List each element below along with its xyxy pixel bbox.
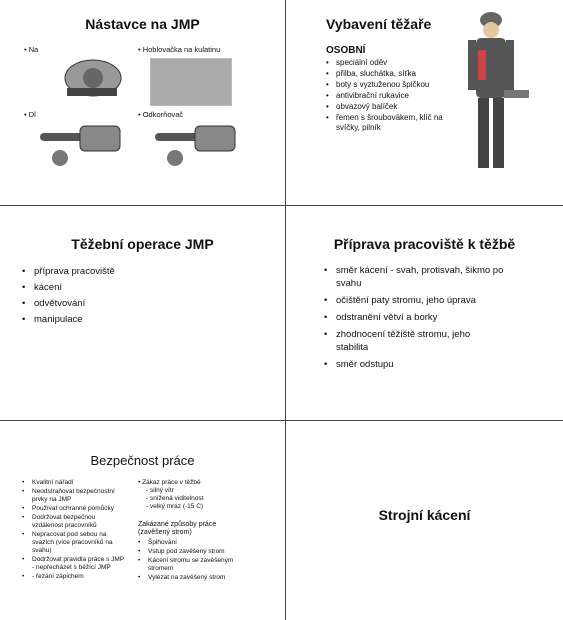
list-item: • manipulace: [22, 312, 115, 328]
item-2: • Hoblovačka na kulatinu: [138, 45, 221, 54]
item-4: • Odkorňovač: [138, 110, 184, 119]
list-item: • Kácení stromu se zavěšeným stromem: [138, 557, 248, 573]
list-item: - silný vítr: [146, 487, 174, 494]
equipment-list: [326, 58, 446, 134]
list-item: • antivibrační rukavice: [326, 91, 446, 101]
slide-attachments: [0, 0, 285, 205]
list-item: • Nepracovat pod sebou na svazích (více pracovníků na svahu): [22, 531, 127, 555]
slide-title: Těžební operace JMP: [71, 236, 214, 252]
slide-machine-felling: [286, 421, 563, 620]
list-item: • přilba, sluchátka, síťka: [326, 69, 446, 79]
item-3: • Dl: [24, 110, 36, 119]
chainsaw-image-2: [155, 118, 240, 173]
slide-title: Bezpečnost práce: [90, 453, 195, 468]
list-item: • zhodnocení těžiště stromu, jeho stabilita: [324, 328, 504, 354]
list-item: • směr odstupu: [324, 358, 504, 371]
list-item: • kácení: [22, 280, 115, 296]
slide-equipment: [286, 0, 563, 205]
slide-title: Strojní kácení: [378, 507, 471, 523]
slide-operations: [0, 206, 285, 420]
list-item: • boty s vyztuženou špičkou: [326, 80, 446, 90]
safety-left-list: [22, 479, 127, 582]
slide-subtitle: OSOBNÍ: [326, 45, 366, 56]
list-item: • Vstup pod zavěšený strom: [138, 548, 248, 556]
prohibited-heading: • Zákaz práce v těžbě: [138, 479, 201, 486]
slide-title: Nástavce na JMP: [85, 16, 200, 32]
list-item: • odstranění větví a borky: [324, 311, 504, 324]
winch-image: [55, 48, 130, 103]
list-item: • obvazový balíček: [326, 102, 446, 112]
list-item: - snížená viditelnost: [146, 495, 204, 502]
item-1: • Na: [24, 45, 39, 54]
operations-list: [22, 264, 115, 328]
forbidden-methods-list: [138, 539, 248, 582]
worker-figure: [456, 10, 536, 180]
list-item: • řemen s šroubovákem, klíč na svíčky, pilník: [326, 113, 446, 133]
list-item: - velký mráz (-15 C): [146, 503, 204, 510]
list-item: • Dodržovat bezpečnou vzdálenost pracovníků: [22, 514, 127, 530]
forbidden-methods-heading: Zakázané způsoby práce (zavěšený strom): [138, 521, 217, 536]
list-item: • odvětvování: [22, 296, 115, 312]
debarker-photo: [150, 58, 232, 106]
list-item: • směr kácení - svah, protisvah, šikmo po svahu: [324, 264, 504, 290]
list-item: • speciální oděv: [326, 58, 446, 68]
list-item: • Používat ochranné pomůcky: [22, 505, 127, 513]
list-item: • Šplhování: [138, 539, 248, 547]
list-item: • Dodržovat pravidla práce s JMP - nepřecházet s běžící JMP: [22, 556, 127, 572]
slide-title: Vybavení těžaře: [326, 16, 432, 32]
list-item: • Kvalitní nářadí: [22, 479, 127, 487]
slide-safety: [0, 421, 285, 620]
preparation-list: [324, 264, 504, 375]
slide-title: Příprava pracoviště k těžbě: [333, 236, 516, 252]
slide-preparation: [286, 206, 563, 420]
list-item: • očištění paty stromu, jeho úprava: [324, 294, 504, 307]
list-item: • Vylézat na zavěšený strom: [138, 574, 248, 582]
safety-right-column: [138, 479, 248, 583]
list-item: • - řezání zápichem: [22, 573, 127, 581]
chainsaw-image-1: [40, 118, 125, 173]
list-item: • Neodstraňovat bezpečnostní prvky na JMP: [22, 488, 127, 504]
list-item: • příprava pracoviště: [22, 264, 115, 280]
